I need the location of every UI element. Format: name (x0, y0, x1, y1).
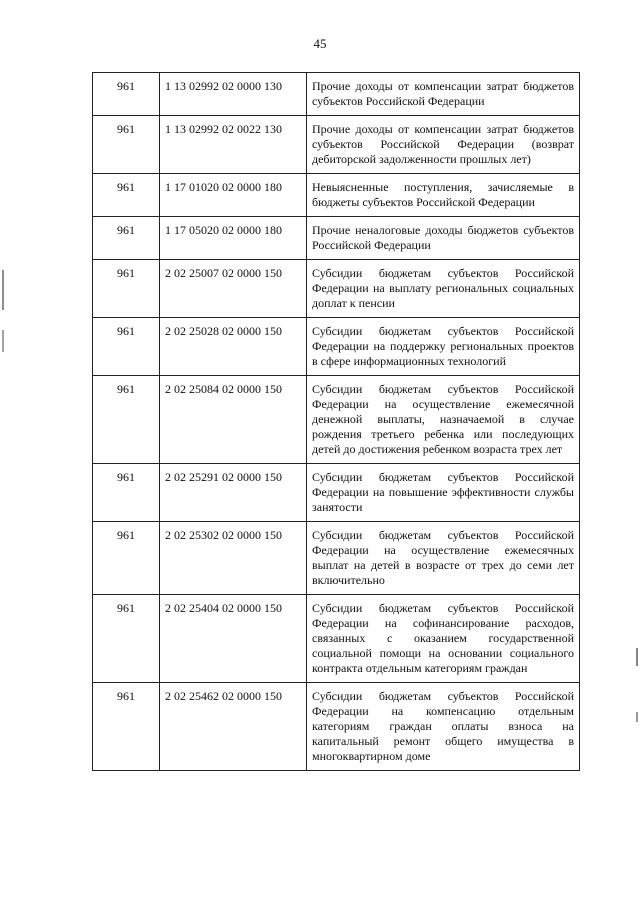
table-row (93, 73, 580, 116)
scan-artifact-left (2, 330, 4, 352)
page-number: 45 (313, 36, 327, 51)
revenue-name-cell: Субсидии бюджетам субъектов Российской Федерации на осуществление ежемесячной денежной выплаты, назначаемой в случае рождения третьего ребенка или последующих детей до достижения ребенком возраста трех лет (307, 376, 580, 464)
table-row (93, 217, 580, 260)
table-row (93, 376, 580, 464)
revenue-name-cell: Невыясненные поступления, зачисляемые в бюджеты субъектов Российской Федерации (307, 174, 580, 217)
table-row (93, 522, 580, 595)
admin-code-cell: 961 (93, 73, 160, 116)
admin-code-cell: 961 (93, 174, 160, 217)
revenue-name-cell: Прочие доходы от компенсации затрат бюджетов субъектов Российской Федерации (307, 73, 580, 116)
budget-classification-code-cell: 2 02 25404 02 0000 150 (160, 595, 307, 683)
table-row (93, 174, 580, 217)
admin-code-cell: 961 (93, 260, 160, 318)
budget-revenue-table (92, 72, 580, 771)
revenue-name-cell: Субсидии бюджетам субъектов Российской Федерации на поддержку региональных проектов в сфере информационных технологий (307, 318, 580, 376)
table-body (93, 73, 580, 771)
admin-code-cell: 961 (93, 376, 160, 464)
budget-classification-code-cell: 2 02 25302 02 0000 150 (160, 522, 307, 595)
admin-code-cell: 961 (93, 522, 160, 595)
admin-code-cell: 961 (93, 217, 160, 260)
admin-code-cell: 961 (93, 595, 160, 683)
revenue-name-cell: Прочие неналоговые доходы бюджетов субъектов Российской Федерации (307, 217, 580, 260)
revenue-name-cell: Субсидии бюджетам субъектов Российской Федерации на повышение эффективности службы занятости (307, 464, 580, 522)
budget-classification-code-cell: 1 13 02992 02 0022 130 (160, 116, 307, 174)
admin-code-cell: 961 (93, 683, 160, 771)
admin-code-cell: 961 (93, 464, 160, 522)
table-row (93, 318, 580, 376)
revenue-name-cell: Прочие доходы от компенсации затрат бюджетов субъектов Российской Федерации (возврат дебиторской задолженности прошлых лет) (307, 116, 580, 174)
scan-artifact-left (2, 270, 4, 310)
revenue-name-cell: Субсидии бюджетам субъектов Российской Федерации на выплату региональных социальных доплат к пенсии (307, 260, 580, 318)
table-row (93, 595, 580, 683)
budget-classification-code-cell: 2 02 25291 02 0000 150 (160, 464, 307, 522)
budget-classification-code-cell: 1 17 05020 02 0000 180 (160, 217, 307, 260)
budget-classification-code-cell: 1 17 01020 02 0000 180 (160, 174, 307, 217)
table-row (93, 116, 580, 174)
admin-code-cell: 961 (93, 116, 160, 174)
scan-artifact-right (636, 648, 638, 666)
revenue-name-cell: Субсидии бюджетам субъектов Российской Федерации на осуществление ежемесячных выплат на детей в возрасте от трех до семи лет включительно (307, 522, 580, 595)
scan-artifact-right (636, 712, 638, 722)
table-row (93, 683, 580, 771)
budget-classification-code-cell: 2 02 25028 02 0000 150 (160, 318, 307, 376)
budget-classification-code-cell: 2 02 25084 02 0000 150 (160, 376, 307, 464)
table-row (93, 464, 580, 522)
table-row (93, 260, 580, 318)
budget-classification-code-cell: 2 02 25462 02 0000 150 (160, 683, 307, 771)
revenue-name-cell: Субсидии бюджетам субъектов Российской Федерации на компенсацию отдельным категориям граждан оплаты взноса на капитальный ремонт общего имущества в многоквартирном доме (307, 683, 580, 771)
budget-classification-code-cell: 2 02 25007 02 0000 150 (160, 260, 307, 318)
budget-classification-code-cell: 1 13 02992 02 0000 130 (160, 73, 307, 116)
admin-code-cell: 961 (93, 318, 160, 376)
revenue-name-cell: Субсидии бюджетам субъектов Российской Федерации на софинансирование расходов, связанных с оказанием государственной социальной помощи на основании социального контракта отдельным категориям граждан (307, 595, 580, 683)
